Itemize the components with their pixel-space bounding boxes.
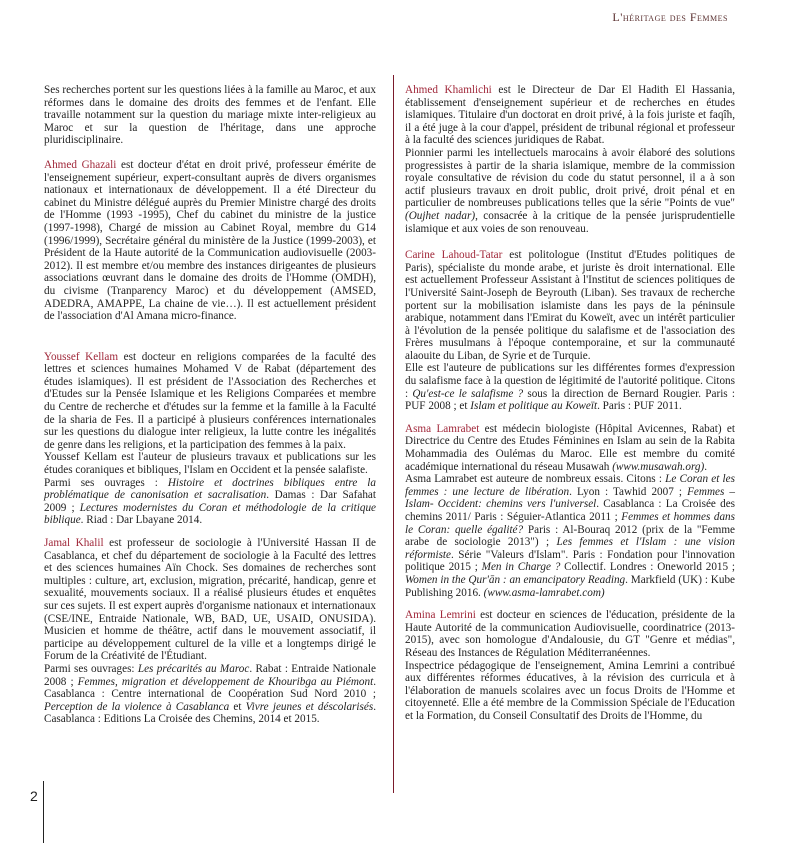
column-divider [393, 75, 394, 793]
work-title: Femmes –Islam- Occident: chemins vers l'universel [405, 485, 735, 511]
page-number: 2 [30, 788, 38, 804]
right-column [405, 84, 735, 723]
work-title: Women in the Qur'ān : an emancipatory Reading [405, 573, 626, 586]
work-title: Islam et politique au Koweït [470, 400, 598, 413]
work-title: Femmes et hommes dans le Coran: quelle égalité? [405, 511, 735, 536]
work-info: . Casablanca : Centre international de Coopération Sud Nord 2010 ; [44, 675, 377, 701]
bio-body: est politologue (Institut d'Etudes politiques de Paris), spécialiste du monde arabe, et juriste ès droit international. Elle est actuellement Professeur Assistant à l'Institut de sciences politiques de l'Université Saint-Joseph de Beyrouth (Liban). Ses travaux de recherche portent sur la mobilisation islamiste dans les pays de la péninsule arabique, notamment dans l'Emirat du Koweït, avec un intérêt particulier à l'évolution de la pensée politique du salafisme et de l'association des Frères musulmans à l'époque contemporaine, et sur la communauté alaouite du Liban, de Syrie et de Turquie. [405, 249, 735, 362]
bio-works [44, 477, 376, 527]
intro-paragraph [44, 84, 376, 147]
work-info: Paris : Al-Bouraq 2012 (prix de la "Femme arabe de sociologie 2013") ; [405, 523, 735, 549]
works-intro: Parmi ses ouvrages: [44, 662, 138, 675]
bio-text [44, 159, 376, 323]
bio-body: est docteur en sciences de l'éducation, présidente de la Haute Autorité de la communication Audiovisuelle, coordinatrice (2013-2015), avec son homologue d'Andalousie, du GT "Genre et médias", Réseau des Instances de Régulation Méditerranéennes. [405, 609, 735, 659]
bio-khamlichi [405, 84, 735, 235]
work-title: Men in Charge ? [481, 561, 561, 574]
work-info: Collectif. Londres : Oneworld 2015 ; [560, 561, 735, 574]
bio-lahoud [405, 249, 735, 413]
bio-text [405, 249, 735, 362]
work-title: Vivre jeunes et déscolarisés [245, 700, 374, 713]
bio-body: est le Directeur de Dar El Hadith El Hassania, établissement d'enseignement supérieur et de recherches en études islamiques. Titulaire d'un doctorat en droit privé, à la fois juriste et faqîh, il a été juge à la cour d'appel, président de tribunal régional et professeur à la faculté des sciences juridiques de Rabat. [405, 84, 735, 147]
bio-kellam [44, 351, 376, 527]
author-name: Jamal Khalil [44, 537, 104, 549]
work-info: . Markfield (UK) : Kube Publishing 2016. [405, 573, 736, 599]
running-header: L'héritage des Femmes [612, 10, 728, 24]
bio-text: Inspectrice pédagogique de l'enseignement, Amina Lemrini a contribué aux différentes réformes éducatives, à la révision des curricula et à l'élaboration de manuels scolaires avec un focus Droits de l'Homme et citoyenneté. Elle a été membre de la Commission Spéciale de l'Education et la Formation, du Conseil Consultatif des Droits de l'Homme, du [405, 659, 735, 722]
bio-body: , consacrée à la critique de la pensée jurisprudentielle islamique et aux voies de son renouveau. [405, 209, 735, 235]
author-name: Ahmed Ghazali [44, 158, 117, 171]
bio-text: Youssef Kellam est l'auteur de plusieurs travaux et publications sur les études coraniques et bibliques, l'Islam en Occident et la pensée salafiste. [44, 451, 376, 477]
intro-text: Ses recherches portent sur les questions liées à la famille au Maroc, et aux réformes dans le domaine des droits des femmes et de l'enfant. Elle travaille notamment sur la question du mariage mixte inter-religieux au Maroc et sur la question de l'héritage, dans une approche pluridisciplinaire. [44, 84, 376, 147]
bio-body: est docteur en religions comparées de la faculté des lettres et sciences humaines Mohamed V de Rabat (département des études islamiques). Il est président de l'Association des Recherches et d'Etudes sur la Pensée Islamique et les Religions Comparées et membre du Centre de recherche et d'études sur la femme et la famille à la Faculté de la sharia de Fes. Il a participé à plusieurs conférences internationales sur les questions du dialogue inter religieux, la lutte contre les inégalités de genre dans les religions, et la participation des femmes à la paix. [44, 350, 376, 451]
bio-text [405, 147, 735, 235]
bio-lemrini [405, 609, 735, 722]
bio-text [405, 609, 735, 659]
bio-body: est médecin biologiste (Hôpital Avicennes, Rabat) et Directrice du Centre des Etudes Féminines en Islam au sein de la Rabita Mohammadia des Oulémas du Maroc. Elle est membre du comité académique international du réseau Musawah [405, 422, 735, 473]
left-column [44, 84, 376, 726]
author-name: Youssef Kellam [44, 350, 119, 363]
work-title: Les femmes et l'Islam : une vision réformiste [405, 536, 735, 561]
bio-lamrabet [405, 423, 735, 599]
work-info: . Rabat : Entraide Nationale 2008 ; [44, 662, 376, 688]
work-info: . Damas : Dar Safahat 2009 ; [44, 489, 376, 514]
author-name: Amina Lemrini [405, 609, 476, 622]
bio-text [405, 84, 735, 147]
bio-text [405, 423, 735, 473]
series-title: (Oujhet nadar) [405, 209, 476, 222]
works-intro: Asma Lamrabet est auteure de nombreux essais. Citons : [405, 473, 666, 486]
work-title: Lectures modernistes du Coran et méthodologie de la critique biblique [44, 501, 377, 527]
work-title: Histoire et doctrines bibliques entre la problématique de canonisation et sacralisation [44, 476, 376, 502]
author-name: Carine Lahoud-Tatar [405, 249, 503, 262]
work-info: . Paris : PUF 2011. [597, 400, 682, 413]
work-info: sous la direction de Bernard Rougier. Paris : PUF 2008 ; et [405, 387, 735, 413]
footer-rule [43, 781, 44, 843]
bio-body: est docteur d'état en droit privé, professeur émérite de l'enseignement supérieur, expert-consultant auprès de divers organismes nationaux et internationaux de développement. Il a été Directeur du cabinet du Ministre délégué auprès du Premier Ministre chargé des droits de l'Homme (1993 -1995), Chef du cabinet du ministre de la justice (1997-1998), Chargé de mission au Cabinet Royal, membre du G14 (1996/1999), Secrétaire général du ministère de la Justice (1999-2003), et Président de la Haute autorité de la Communication audiovisuelle (2003-2012). Il est membre et/ou membre des instances dirigeantes de plusieurs associations œuvrant dans le domaine des droits de l'Homme (OMDH), du civisme (Tranparency Maroc) et du développement (AMSED, ADEDRA, AMAPPE, La chaine de vie…). Il est actuellement président de l'association d'Al Amana micro-finance. [44, 158, 376, 323]
bio-works [405, 473, 735, 599]
bio-works [44, 663, 376, 726]
bio-ghazali [44, 159, 376, 323]
bio-text [44, 537, 376, 663]
work-info: . Casablanca : Editions La Croisée des Chemins, 2014 et 2015. [44, 700, 376, 726]
bio-body: . [704, 460, 707, 473]
bio-khalil [44, 537, 376, 726]
work-title: Qu'est-ce le salafisme ? [412, 387, 524, 400]
work-info: . Casablanca : La Croisée des chemins 2011/ Paris : Séguier-Atlantica 2011 ; [405, 498, 736, 523]
works-intro: Parmi ses ouvrages : [44, 476, 168, 489]
work-info: . Série "Valeurs d'Islam". Paris : Fondation pour l'innovation politique 2015 ; [405, 548, 735, 574]
author-name: Ahmed Khamlichi [405, 84, 492, 96]
work-info: . Lyon : Tawhid 2007 ; [569, 485, 688, 498]
work-info: et [229, 700, 246, 713]
author-name: Asma Lamrabet [405, 422, 480, 435]
work-info: . Riad : Dar Lbayane 2014. [80, 514, 203, 527]
bio-works [405, 362, 735, 412]
bio-body: Pionnier parmi les intellectuels marocains à avoir élaboré des solutions progressistes à partir de la sharia islamique, membre de la commission royale consultative de révision du code du statut personnel, il a à son actif plusieurs travaux en droit public, droit privé, droit pénal et en particulier de nombreuses publications telles que la série "Points de vue" [405, 146, 735, 210]
work-title: Les précarités au Maroc [137, 662, 250, 675]
bio-body: est professeur de sociologie à l'Université Hassan II de Casablanca, et chef du département de sociologie à la Faculté des lettres et des sciences humaines Aïn Chock. Ses domaines de recherches sont multiples : culture, art, exclusion, migration, précarité, handicap, genre et sexualité, mouvements sociaux. Il a réalisé plusieurs études et enquêtes sur ces sujets. Il est expert auprès d'organisme nationaux et internationaux (CSE/INE, Entraide Nationale, WB, BAD, UE, USAID, ONUSIDA). Musicien et homme de théâtre, actif dans le mouvement associatif, il participe au développement culturel de la ville et a longtemps dirigé le Forum de la Créativité de l'Étudiant. [44, 537, 376, 663]
works-intro: Elle est l'auteure de publications sur les différentes formes d'expression du salafisme face à la question de légitimité de l'autorité politique. Citons : [405, 362, 735, 400]
website-link[interactable]: (www.musawah.org) [612, 460, 705, 473]
work-title: Femmes, migration et développement de Khouribga au Piémont [77, 675, 374, 688]
work-title: Le Coran et les femmes : une lecture de libération [405, 473, 735, 498]
work-title: Perception de la violence à Casablanca [44, 700, 230, 713]
bio-text [44, 351, 376, 452]
website-link[interactable]: (www.asma-lamrabet.com) [483, 586, 605, 599]
